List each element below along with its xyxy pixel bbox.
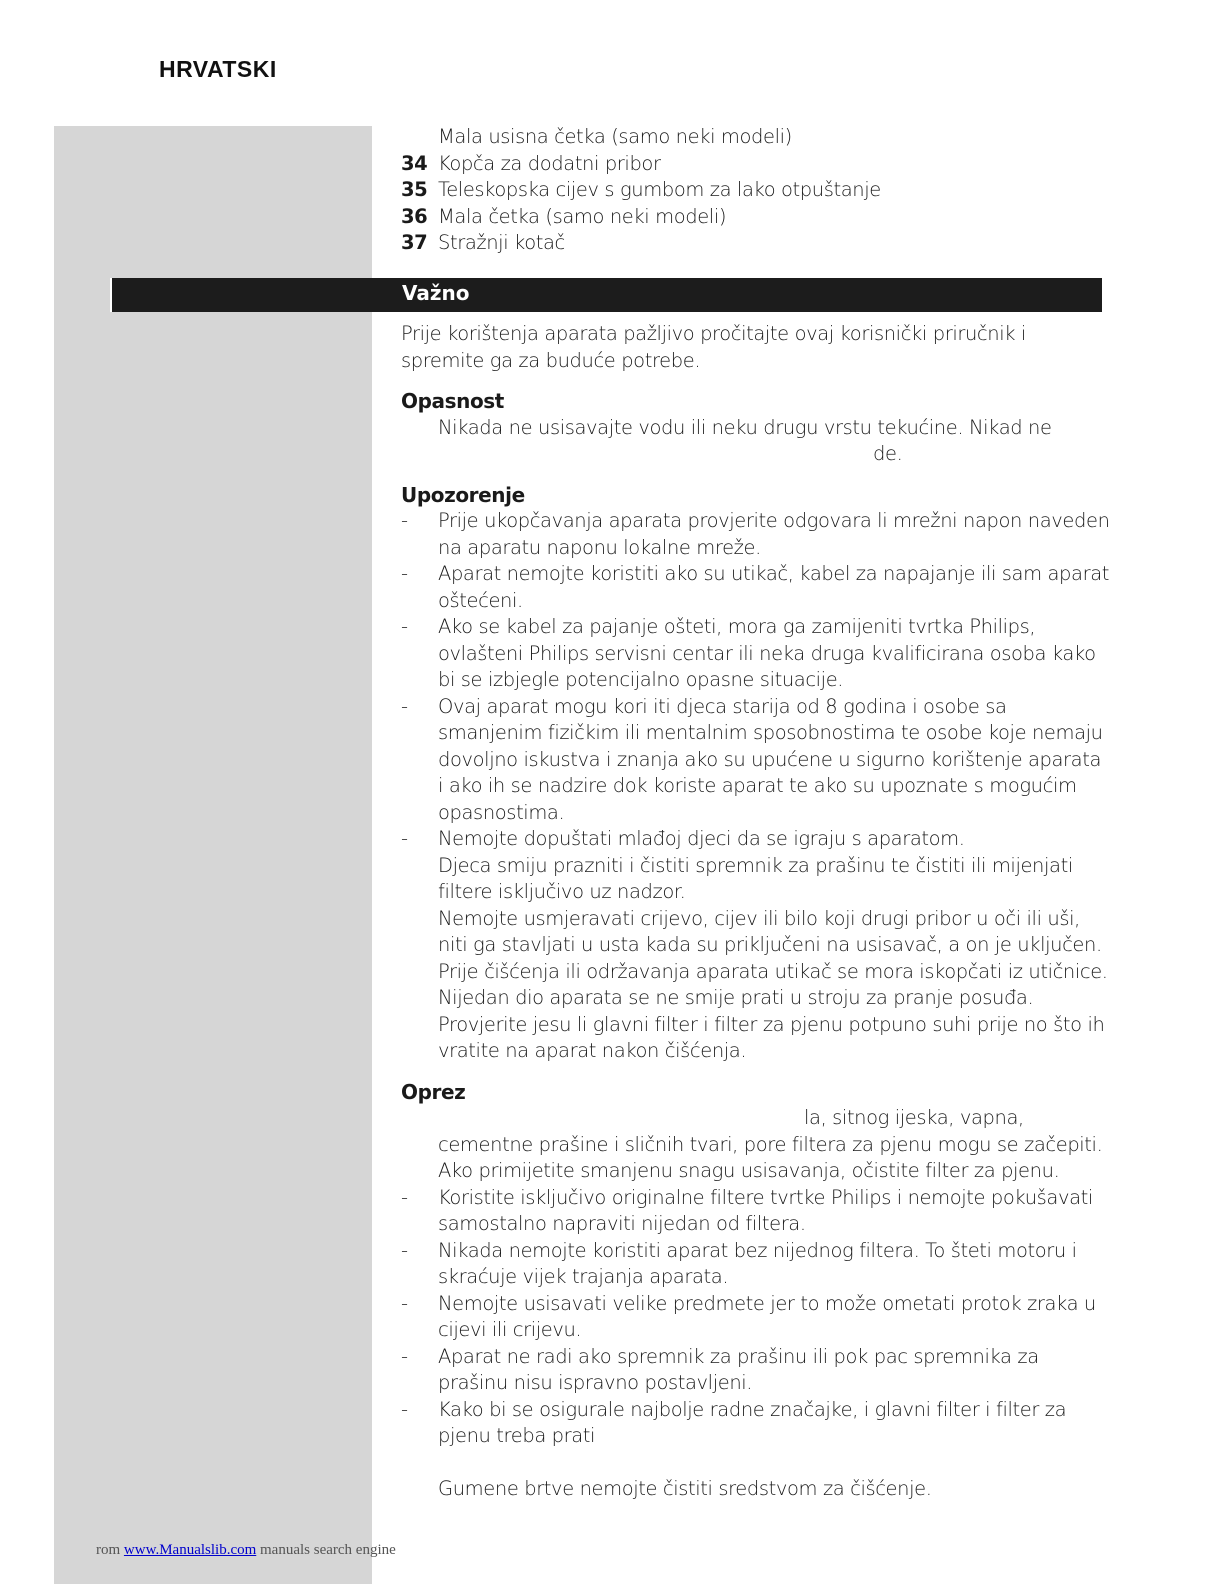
section-title-bar: [110, 278, 1102, 312]
list-item: - Aparat nemojte koristiti ako su utikač, kabel za napajanje ili sam aparat oštećeni.: [401, 562, 1109, 612]
list-item: Prije čišćenja ili održavanja aparata utikač se mora iskopčati iz utičnice.: [438, 959, 1108, 983]
caution-fragment: la, sitnog ijeska, vapna,: [804, 1106, 1024, 1129]
list-item: 34 Kopča za dodatni pribor: [401, 151, 661, 175]
list-item: 35 Teleskopska cijev s gumbom za lako otpuštanje: [401, 178, 881, 201]
list-item: - Kako bi se osigurale najbolje radne značajke, i glavni filter i filter za pjenu treba prati: [401, 1397, 1067, 1447]
main-content: [401, 321, 1111, 1502]
danger-line-2: de.: [873, 442, 903, 465]
footer: [96, 1542, 396, 1559]
manualslib-link[interactable]: www.Manualslib.com: [123, 1542, 257, 1558]
caution-heading: Oprez: [401, 1079, 466, 1104]
list-item: - Ako se kabel za pajanje ošteti, mora ga zamijeniti tvrtka Philips, ovlašteni Philips servisni centar ili neka druga kvalificirana osoba kako bi se izbjegle potencijalno opasne situacije.: [401, 615, 1096, 691]
danger-line-1: Nikada ne usisavajte vodu ili neku drugu vrstu tekućine. Nikad ne: [438, 415, 1052, 439]
warning-heading: Upozorenje: [401, 482, 525, 507]
list-item: 37 Stražnji kotač: [401, 231, 565, 254]
list-item: Djeca smiju prazniti i čistiti spremnik za prašinu te čistiti ili mijenjati filtere isključivo uz nadzor.: [438, 853, 1073, 903]
list-item: - Nikada nemojte koristiti aparat bez nijednog filtera. To šteti motoru i skraćuje vijek trajanja aparata.: [401, 1238, 1077, 1288]
caution-continuation-2: Ako primijetite smanjenu snagu usisavanja, očistite filter za pjenu.: [438, 1159, 1060, 1182]
list-item: - Nemojte dopuštati mlađoj djeci da se igraju s aparatom.: [401, 827, 965, 850]
list-item: 36 Mala četka (samo neki modeli): [401, 204, 727, 228]
list-item: - Aparat ne radi ako spremnik za prašinu ili pok pac spremnika za prašinu nisu ispravno postavljeni.: [401, 1344, 1039, 1394]
language-heading: HRVATSKI: [159, 56, 277, 82]
list-item: - Nemojte usisavati velike predmete jer to može ometati protok zraka u cijevi ili crijevu.: [401, 1291, 1096, 1341]
sidebar-panel: [54, 126, 372, 1584]
footer-suffix: manuals search engine: [260, 1542, 396, 1558]
list-item: - Koristite isključivo originalne filtere tvrtke Philips i nemojte pokušavati samostalno napraviti nijedan od filtera.: [401, 1185, 1093, 1235]
caution-last-line: Gumene brtve nemojte čistiti sredstvom za čišćenje.: [438, 1476, 932, 1500]
parts-list: [401, 124, 1111, 257]
intro-paragraph: Prije korištenja aparata pažljivo pročitajte ovaj korisnički priručnik i spremite ga za buduće potrebe.: [401, 322, 1026, 372]
list-item: - Ovaj aparat mogu kori iti djeca starija od 8 godina i osobe sa smanjenim fizičkim ili mentalnim sposobnostima te osobe koje nemaju dovoljno iskustva i znanja ako su upućene u sigurno korištenje aparata i ako ih se nadzire dok koriste aparat te ako su upoznate s mogućim opasnostima.: [401, 694, 1103, 824]
list-item: Nemojte usmjeravati crijevo, cijev ili bilo koji drugi pribor u oči ili uši, niti ga stavljati u usta kada su priključeni na usisavač, a on je uključen.: [438, 906, 1102, 956]
caution-continuation-1: cementne prašine i sličnih tvari, pore filtera za pjenu mogu se začepiti.: [438, 1132, 1103, 1156]
footer-prefix: rom: [96, 1542, 121, 1558]
list-item: Nijedan dio aparata se ne smije prati u stroju za pranje posuđa.: [438, 986, 1034, 1009]
list-item: Mala usisna četka (samo neki modeli): [438, 125, 792, 148]
danger-heading: Opasnost: [401, 389, 504, 413]
list-item: - Prije ukopčavanja aparata provjerite odgovara li mrežni napon naveden na aparatu naponu lokalne mreže.: [401, 509, 1110, 559]
section-title: Važno: [402, 281, 470, 305]
list-item: Provjerite jesu li glavni filter i filter za pjenu potpuno suhi prije no što ih vratite na aparat nakon čišćenja.: [438, 1012, 1105, 1062]
